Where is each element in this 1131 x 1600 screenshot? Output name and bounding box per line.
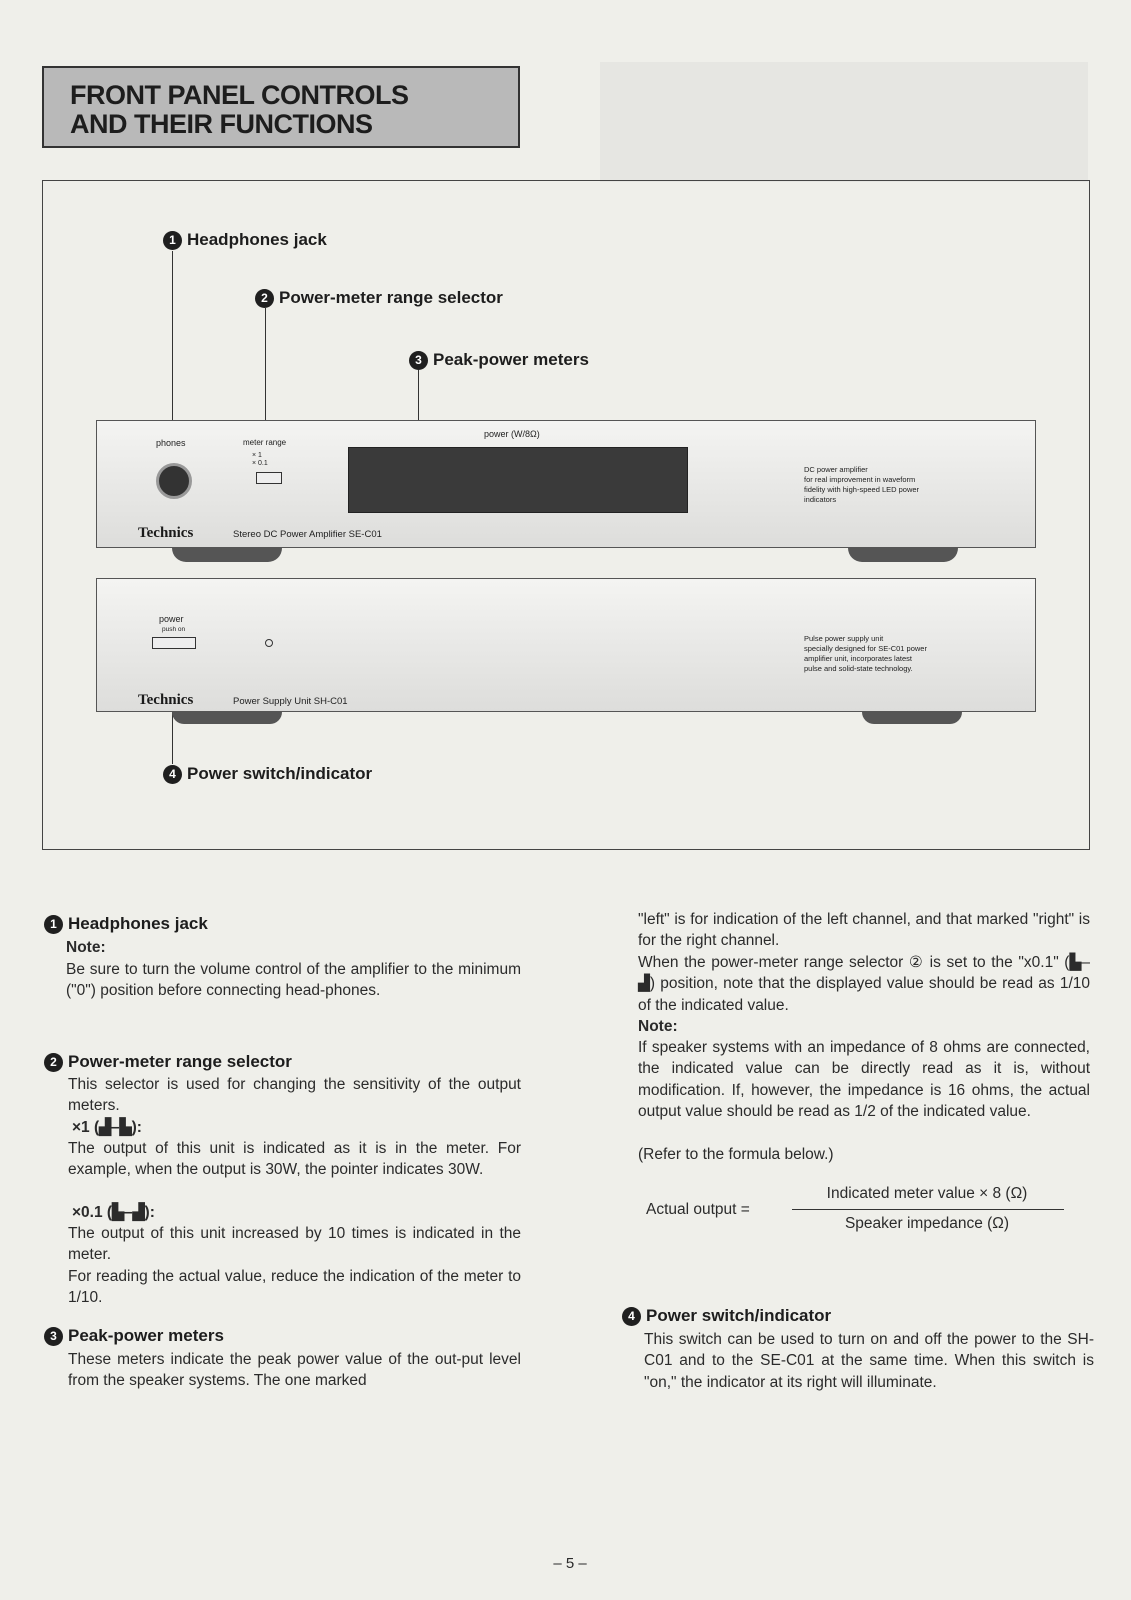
amp-foot-left [172,548,282,562]
callout-label: Headphones jack [187,230,327,249]
section-title: Power switch/indicator [646,1306,832,1325]
section-header [42,66,520,148]
range-note-text: When the power-meter range selector ② is set to the "x0.1" (▙–▟) position, note that the displayed value should be read as 1/10 of the indicated value. [638,954,1090,1014]
callout-number: 4 [163,765,182,784]
psu-model-label: Power Supply Unit SH-C01 [233,696,348,707]
push-on-label: push on [162,626,186,633]
callout-label: Power-meter range selector [279,288,503,307]
amp-model-label: Stereo DC Power Amplifier SE-C01 [233,529,382,540]
callout-peak-meters [409,350,589,370]
psu-desc-line: specially designed for SE-C01 power [804,644,927,653]
s1-text: Be sure to turn the volume control of the amplifier to the minimum ("0") position before connecting head-phones. [66,961,521,1000]
callout-range-selector [255,288,503,308]
range-selector-switch[interactable] [256,472,282,484]
power-indicator-lamp [265,639,273,647]
meter-range-label: meter range [243,438,287,447]
section-1-heading [44,914,208,934]
header-line-2: AND THEIR FUNCTIONS [70,109,373,139]
callout-number: 2 [255,289,274,308]
section-title: Headphones jack [68,914,208,933]
psu-foot-left [172,712,282,724]
amp-desc-line: for real improvement in waveform [804,475,916,484]
amp-description [804,465,919,505]
callout-number: 3 [409,351,428,370]
header-line-1: FRONT PANEL CONTROLS [70,80,409,110]
page-number: – 5 – [553,1555,587,1572]
section-2-heading [44,1052,292,1072]
amp-desc-line: indicators [804,495,837,504]
formula-lhs: Actual output = [646,1201,750,1218]
s3-continued-text: "left" is for indication of the left channel, and that marked "right" is for the right channel. [638,911,1090,950]
section-number: 4 [622,1307,641,1326]
s2-x1-text: The output of this unit is indicated as it is in the meter. For example, when the output is 30W, the pointer indicates 30W. [68,1140,521,1179]
s2-intro: This selector is used for changing the sensitivity of the output meters. [68,1076,521,1115]
section-3-heading [44,1326,224,1346]
section-title: Peak-power meters [68,1326,224,1345]
headphone-jack[interactable] [156,463,192,499]
peak-power-meter-display [348,447,688,513]
psu-desc-line: pulse and solid-state technology. [804,664,913,673]
right-note-label: Note: [638,1018,678,1035]
psu-foot-right [862,712,962,724]
callout-label: Peak-power meters [433,350,589,369]
amp-foot-right [848,548,958,562]
power-scale-label: power (W/8Ω) [484,429,540,439]
callout-label: Power switch/indicator [187,764,373,783]
amp-desc-line: fidelity with high-speed LED power [804,485,920,494]
psu-brand-logo: Technics [138,692,194,708]
bleed-through-shade [600,62,1088,182]
amp-brand-logo: Technics [138,525,194,541]
psu-description [804,634,927,674]
power-switch[interactable] [152,637,196,649]
section-title: Power-meter range selector [68,1052,292,1071]
section-number: 2 [44,1053,63,1072]
s2-x01-heading: ×0.1 (▙–▟): [72,1204,155,1221]
formula-fraction-bar [792,1209,1064,1210]
section-number: 3 [44,1327,63,1346]
formula-denominator: Speaker impedance (Ω) [844,1215,1010,1232]
s2-x01-text-1: The output of this unit increased by 10 times is indicated in the meter. [68,1225,521,1264]
callout-number: 1 [163,231,182,250]
s2-x01-text-2: For reading the actual value, reduce the indication of the meter to 1/10. [68,1268,521,1307]
s4-text: This switch can be used to turn on and off the power to the SH-C01 and to the SE-C01 at the same time. When this switch is "on," the indicator at its right will illuminate. [644,1331,1094,1391]
formula-numerator: Indicated meter value × 8 (Ω) [826,1185,1028,1202]
impedance-note-text: If speaker systems with an impedance of 8 ohms are connected, the indicated value can be directly read as it is, without modification. If, however, the impedance is 16 ohms, the actual output value should be read as 1/2 of the indicated value. [638,1039,1090,1121]
s1-note-label: Note: [66,939,106,956]
callout-headphones-jack [163,230,327,250]
callout-power-switch [163,764,372,784]
s3-text: These meters indicate the peak power value of the out-put level from the speaker systems. The one marked [68,1351,521,1390]
range-x1-label: × 1 [252,452,262,459]
section-4-heading [622,1306,831,1326]
range-x01-label: × 0.1 [252,460,268,467]
formula-reference-text: (Refer to the formula below.) [638,1146,834,1163]
psu-desc-line: Pulse power supply unit [804,634,884,643]
power-label: power [159,614,184,624]
psu-desc-line: amplifier unit, incorporates latest [804,654,912,663]
s2-x1-heading: ×1 (▟–▙): [72,1119,142,1136]
amp-desc-line: DC power amplifier [804,465,868,474]
section-number: 1 [44,915,63,934]
phones-label: phones [156,438,186,448]
